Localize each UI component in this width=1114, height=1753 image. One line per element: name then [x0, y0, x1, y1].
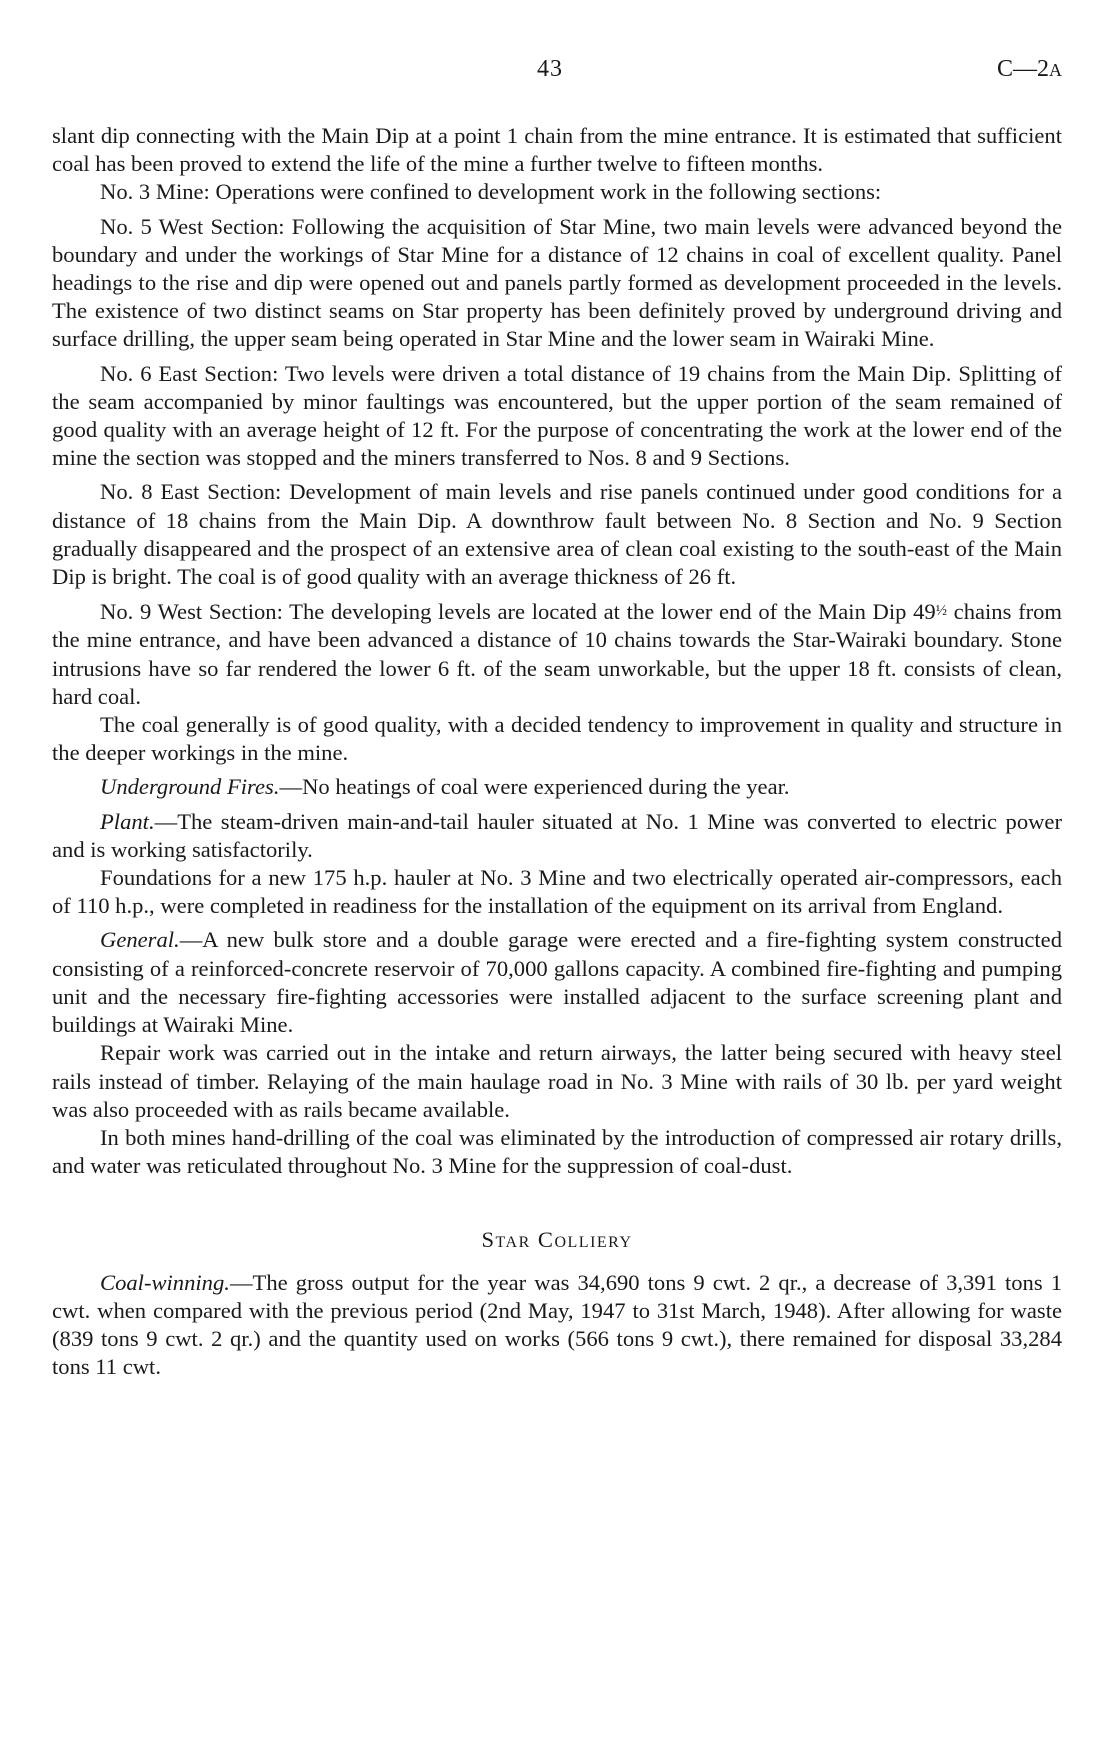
- no9-west-text-a: No. 9 West Section: The developing levels are located at the lower end of the Main Dip 49: [100, 599, 936, 625]
- paragraph-no9-west: [52, 597, 1062, 711]
- general-label: General.: [100, 927, 180, 953]
- document-code: [997, 56, 1062, 83]
- underground-fires-label: Underground Fires.: [100, 774, 280, 800]
- document-code-prefix: C—2: [996, 56, 1049, 82]
- paragraph-no3-mine: No. 3 Mine: Operations were confined to development work in the following sections:: [100, 179, 882, 205]
- coal-winning-label: Coal-winning.: [100, 1269, 230, 1295]
- general-text: —A new bulk store and a double garage were erected and a fire-fighting system constructed consisting of a reinforced-concrete reservoir of 70,000 gallons capacity. A combined fire-fighting and pumping unit and the necessary fire-fighting accessories were installed adjacent to the surface screening plant and buildings at Wairaki Mine.: [52, 927, 1062, 1038]
- document-code-suffix: A: [1049, 60, 1062, 80]
- paragraph-no5-west: No. 5 West Section: Following the acquisition of Star Mine, two main levels were advanced beyond the boundary and under the workings of Star Mine for a distance of 12 chains in coal of excellent quality. Panel headings to the rise and dip were opened out and panels partly formed as development proceeded in the levels. The existence of two distinct seams on Star property has been definitely proved by underground driving and surface drilling, the upper seam being operated in Star Mine and the lower seam in Wairaki Mine.: [52, 213, 1062, 352]
- coal-winning-text: —The gross output for the year was 34,690 tons 9 cwt. 2 qr., a decrease of 3,391 tons 1 cwt. when compared with the previous period (2nd May, 1947 to 31st March, 1948). After allowing for waste (839 tons 9 cwt. 2 qr.) and the quantity used on works (566 tons 9 cwt.), there remained for disposal 33,284 tons 11 cwt.: [52, 1269, 1062, 1380]
- plant-text: —The steam-driven main-and-tail hauler situated at No. 1 Mine was converted to electric power and is working satisfactorily.: [52, 808, 1062, 862]
- underground-fires-text: —No heatings of coal were experienced during the year.: [279, 774, 790, 800]
- no9-west-text-b: chains from the mine entrance, and have been advanced a distance of 10 chains towards the Star-Wairaki boundary. Stone intrusions have so far rendered the lower 6 ft. of the seam unworkable, but the upper 18 ft. consists of clean, hard coal.: [52, 599, 1063, 709]
- paragraph-coal-quality: The coal generally is of good quality, with a decided tendency to improvement in quality and structure in the deeper workings in the mine.: [52, 712, 1062, 766]
- paragraph-underground-fires: [52, 773, 1062, 801]
- body-text: [52, 122, 1062, 1387]
- paragraph-general: [52, 926, 1062, 1039]
- paragraph-foundations: Foundations for a new 175 h.p. hauler at No. 3 Mine and two electrically operated air-compressors, each of 110 h.p., were completed in readiness for the installation of the equipment on its arrival from England.: [52, 865, 1062, 919]
- paragraph-continuation: slant dip connecting with the Main Dip at a point 1 chain from the mine entrance. It is estimated that sufficient coal has been proved to extend the life of the mine a further twelve to fifteen months.: [52, 123, 1062, 177]
- paragraph-no6-east: No. 6 East Section: Two levels were driven a total distance of 19 chains from the Main Dip. Splitting of the seam accompanied by minor faultings was encountered, but the upper portion of the seam remained of good quality with an average height of 12 ft. For the purpose of concentrating the work at the lower end of the mine the section was stopped and the miners transferred to Nos. 8 and 9 Sections.: [52, 360, 1062, 471]
- paragraph-repair-work: Repair work was carried out in the intake and return airways, the latter being secured with heavy steel rails instead of timber. Relaying of the main haulage road in No. 3 Mine with rails of 30 lb. per yard weight was also proceeded with as rails became available.: [52, 1040, 1062, 1122]
- paragraph-plant: [52, 808, 1062, 864]
- no9-west-fraction: ½: [935, 603, 947, 620]
- plant-label: Plant.: [100, 808, 155, 834]
- paragraph-no8-east: No. 8 East Section: Development of main levels and rise panels continued under good conditions for a distance of 18 chains from the Main Dip. A downthrow fault between No. 8 Section and No. 9 Section gradually disappeared and the prospect of an extensive area of clean coal existing to the south-east of the Main Dip is bright. The coal is of good quality with an average thickness of 26 ft.: [52, 479, 1062, 590]
- paragraph-drilling: In both mines hand-drilling of the coal was eliminated by the introduction of compressed air rotary drills, and water was reticulated throughout No. 3 Mine for the suppression of coal-dust.: [52, 1124, 1062, 1179]
- page-number: 43: [537, 56, 563, 82]
- paragraph-coal-winning: [52, 1269, 1062, 1382]
- section-heading-star-colliery: Star Colliery: [481, 1227, 633, 1253]
